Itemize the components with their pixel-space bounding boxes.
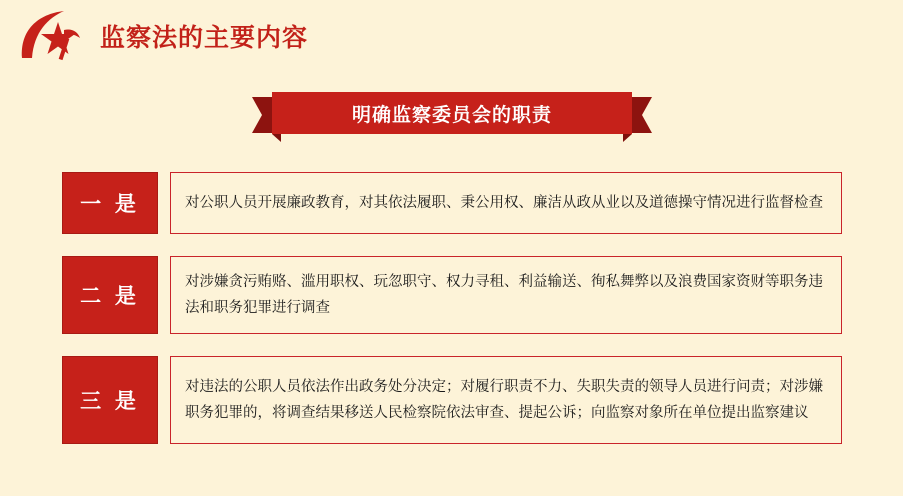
item-text: 对公职人员开展廉政教育，对其依法履职、秉公用权、廉洁从政从业以及道德操守情况进行监督检查 bbox=[185, 195, 823, 211]
banner-body bbox=[272, 92, 632, 134]
duties-list bbox=[62, 172, 842, 466]
list-item bbox=[62, 356, 842, 444]
party-emblem-icon bbox=[18, 8, 90, 66]
section-banner bbox=[252, 92, 652, 138]
banner-title: 明确监察委员会的职责 bbox=[351, 104, 552, 126]
item-text: 对违法的公职人员依法作出政务处分决定；对履行职责不力、失职失责的领导人员进行问责；对涉嫌职务犯罪的，将调查结果移送人民检察院依法审查、提起公诉；向监察对象所在单位提出监察建议 bbox=[185, 379, 823, 421]
item-content-box bbox=[170, 256, 842, 334]
item-content-box bbox=[170, 356, 842, 444]
item-index-badge: 一 是 bbox=[62, 172, 158, 234]
list-item bbox=[62, 172, 842, 234]
item-index-badge: 三 是 bbox=[62, 356, 158, 444]
item-text: 对涉嫌贪污贿赂、滥用职权、玩忽职守、权力寻租、利益输送、徇私舞弊以及浪费国家资财等职务违法和职务犯罪进行调查 bbox=[185, 274, 823, 316]
item-index-badge: 二 是 bbox=[62, 256, 158, 334]
item-content-box bbox=[170, 172, 842, 234]
page-title: 监察法的主要内容 bbox=[100, 24, 309, 52]
page-header bbox=[0, 0, 903, 72]
list-item bbox=[62, 256, 842, 334]
